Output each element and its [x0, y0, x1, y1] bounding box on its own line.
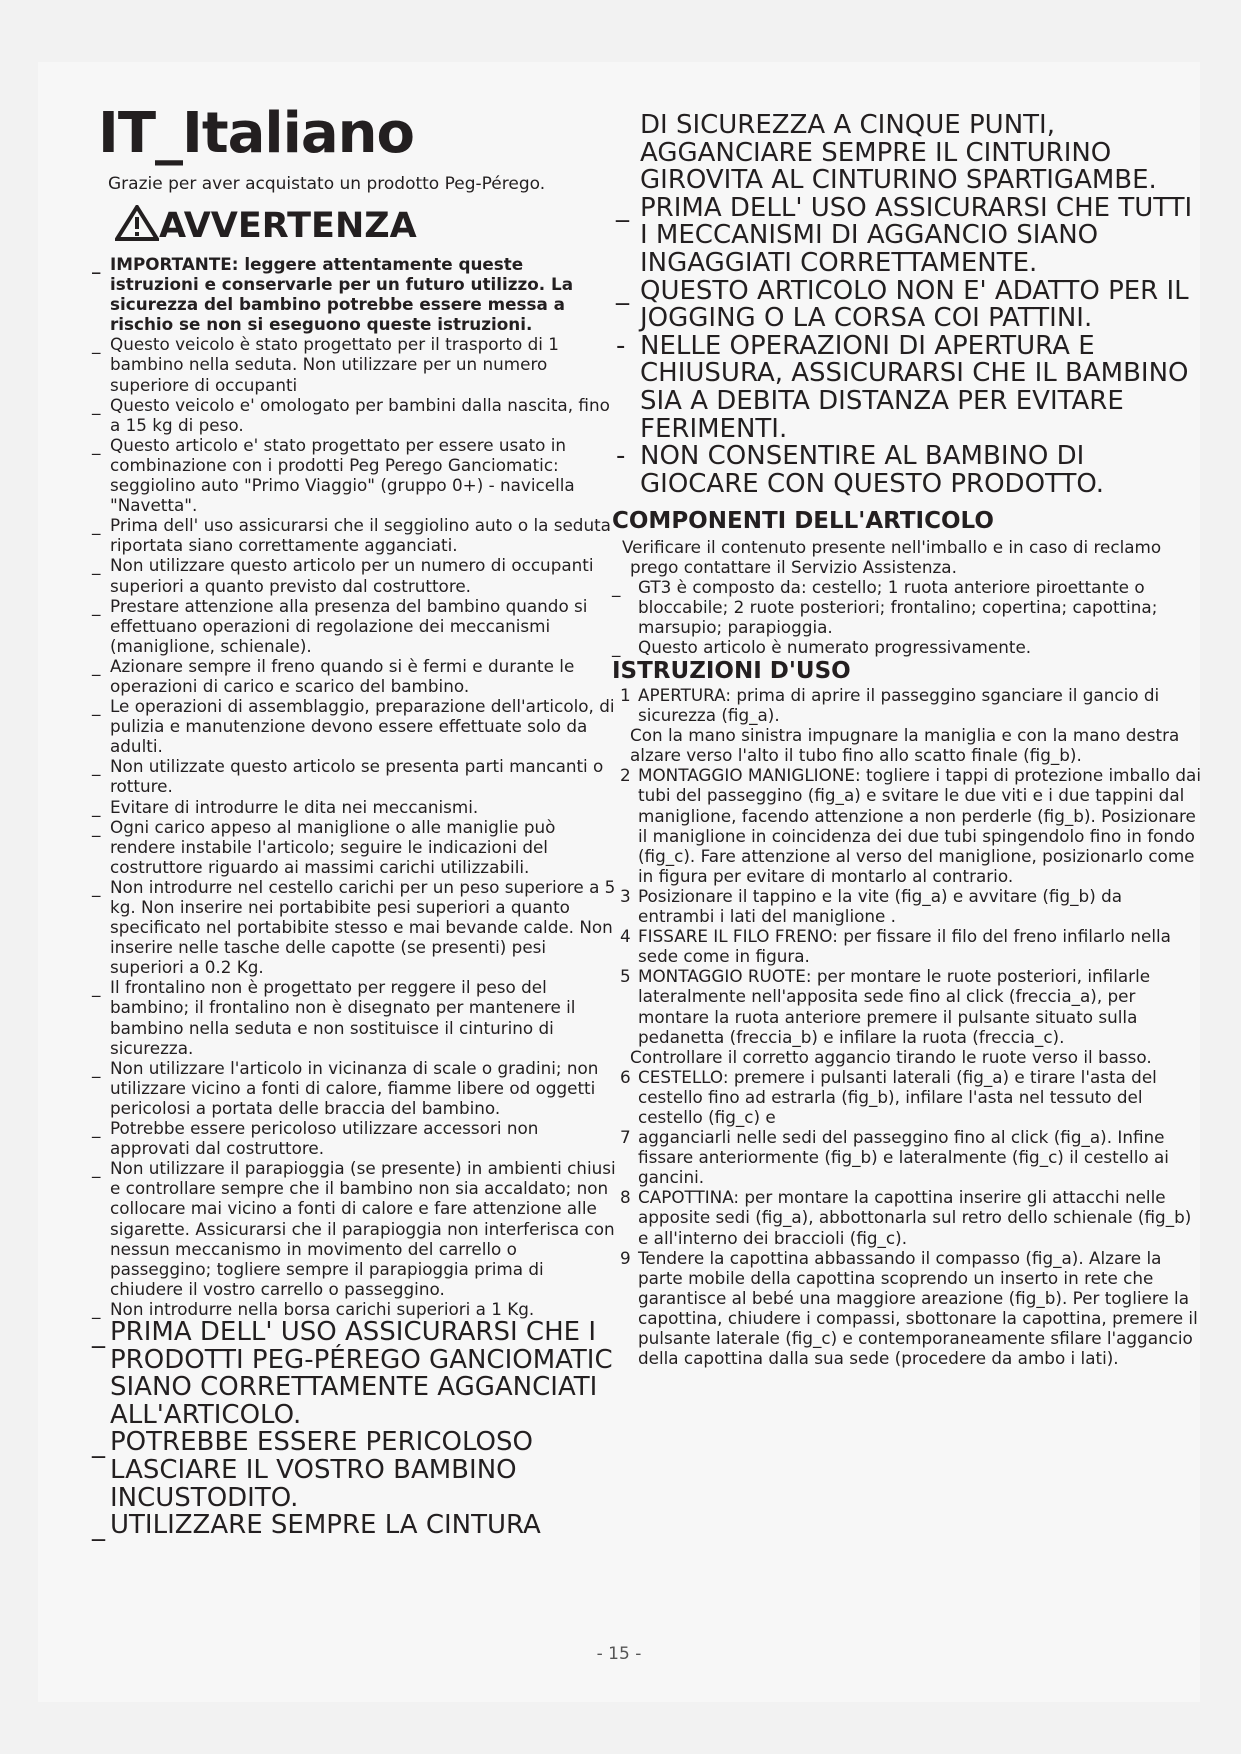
step-number: 1 [620, 685, 631, 705]
warning-item: _ Questo articolo e' stato progettato per essere usato in combinazione con i prodotti Peg Perego Ganciomatic: seggiolino auto "Primo Viaggio" (gruppo 0+) - navicella "Navetta". [92, 435, 617, 515]
step-text: Posizionare il tappino e la vite (fig_a) e avvitare (fig_b) da entrambi i lati del maniglione . [638, 885, 1123, 927]
instruction-step [612, 1047, 1202, 1067]
instructions-section [612, 660, 1202, 1368]
instruction-step [612, 1067, 1202, 1127]
warning-item: _ POTREBBE ESSERE PERICOLOSO LASCIARE IL VOSTRO BAMBINO INCUSTODITO. [92, 1429, 617, 1512]
instruction-step [612, 1187, 1202, 1247]
instruction-step [612, 1248, 1202, 1369]
instruction-step [612, 725, 1202, 765]
components-section [612, 510, 1202, 658]
right-warning-item [598, 443, 1198, 498]
warning-title: AVVERTENZA [159, 206, 417, 246]
instruction-step [612, 1127, 1202, 1187]
step-text: MONTAGGIO MANIGLIONE: togliere i tappi di protezione imballo dai tubi del passeggino (fig_a) e svitare le due viti e i due tappini dal maniglione, facendo attenzione a non perderle (fig_b). Posizionare il maniglione in coincidenza dei due tubi spingendolo fino in fondo (fig_c). Fare attenzione al verso del maniglione, posizionarlo come in figura per evitare di montarlo al contrario. [638, 765, 1201, 886]
warning-item: _ Prestare attenzione alla presenza del bambino quando si effettuano operazioni di regolazione dei meccanismi (maniglione, schienale). [92, 596, 617, 656]
step-number: 4 [620, 926, 631, 947]
instruction-step [612, 926, 1202, 966]
manual-page [38, 62, 1200, 1702]
step-number: 8 [620, 1187, 631, 1208]
right-warning-list [598, 192, 1198, 499]
component-item: _ GT3 è composto da: cestello; 1 ruota anteriore piroettante o bloccabile; 2 ruote posteriori; frontalino; copertina; capottina; marsupio; parapioggia. [612, 577, 1202, 637]
step-number: 6 [620, 1066, 631, 1087]
right-warning-text: QUESTO ARTICOLO NON E' ADATTO PER IL JOGGING O LA CORSA COI PATTINI. [640, 275, 1189, 334]
step-number: 9 [620, 1247, 631, 1268]
step-text: CESTELLO: premere i pulsanti laterali (fig_a) e tirare l'asta del cestello fino ad estrarla (fig_b), infilare l'asta nel tessuto del cestello (fig_c) e [638, 1066, 1157, 1127]
instruction-step [612, 886, 1202, 926]
step-number: 7 [620, 1127, 631, 1148]
warning-heading [115, 205, 417, 244]
components-list [612, 577, 1202, 657]
warning-continuation: DI SICUREZZA A CINQUE PUNTI, AGGANCIARE SEMPRE IL CINTURINO GIROVITA AL CINTURINO SPARTIGAMBE. [640, 110, 1157, 196]
warning-item: _ Prima dell' uso assicurarsi che il seggiolino auto o la seduta riportata siano correttamente agganciati. [92, 515, 617, 555]
warning-item: _ Non utilizzate questo articolo se presenta parti mancanti o rotture. [92, 756, 617, 796]
warning-item: _ Le operazioni di assemblaggio, preparazione dell'articolo, di pulizia e manutenzione devono essere effettuate solo da adulti. [92, 696, 617, 756]
warning-item: _ IMPORTANTE: leggere attentamente queste istruzioni e conservarle per un futuro utilizzo. La sicurezza del bambino potrebbe essere messa a rischio se non si eseguono queste istruzioni. [92, 254, 617, 334]
warning-item: _ Ogni carico appeso al maniglione o alle maniglie può rendere instabile l'articolo; seguire le indicazioni del costruttore riguardo ai massimi carichi utilizzabili. [92, 817, 617, 877]
components-intro: Verificare il contenuto presente nell'imballo e in caso di reclamo prego contattare il Servizio Assistenza. [622, 537, 1162, 578]
instruction-step [612, 966, 1202, 1046]
list-marker: _ [616, 192, 629, 223]
components-heading: COMPONENTI DELL'ARTICOLO [612, 508, 994, 534]
component-item: _ Questo articolo è numerato progressivamente. [612, 637, 1202, 657]
step-text: agganciarli nelle sedi del passeggino fino al click (fig_a). Infine fissare anteriormente (fig_b) e lateralmente (fig_c) il cestello ai gancini. [638, 1127, 1169, 1188]
instructions-list [612, 685, 1202, 1368]
warning-item: _ Il frontalino non è progettato per reggere il peso del bambino; il frontalino non è disegnato per mantenere il bambino nella seduta e non sostituisce il cinturino di sicurezza. [92, 977, 617, 1057]
warning-item: _ Azionare sempre il freno quando si è fermi e durante le operazioni di carico e scarico del bambino. [92, 656, 617, 696]
list-marker: - [616, 441, 626, 472]
step-text: Tendere la capottina abbassando il compasso (fig_a). Alzare la parte mobile della capottina scoprendo un inserto in rete che garantisce al bebé una maggiore areazione (fig_b). Per togliere la capottina, chiudere i compassi, sbottonare la capottina, premere il pulsante laterale (fig_c) e contemporaneamente sfilare l'aggancio della capottina dalla sua sede (procedere da ambo i lati). [638, 1247, 1198, 1369]
warning-item: _ Non utilizzare il parapioggia (se presente) in ambienti chiusi e controllare sempre che il bambino non sia accaldato; non collocare mai vicino a fonti di calore e fare attenzione alle sigarette. Assicurarsi che il parapioggia non interferisca con nessun meccanismo in movimento del carrello o passeggino; togliere sempre il parapioggia prima di chiudere il vostro carrello o passeggino. [92, 1158, 617, 1299]
right-warning-text: NELLE OPERAZIONI DI APERTURA E CHIUSURA, ASSICURARSI CHE IL BAMBINO SIA A DEBITA DISTANZA PER EVITARE FERIMENTI. [640, 330, 1189, 444]
right-warning-text: NON CONSENTIRE AL BAMBINO DI GIOCARE CON QUESTO PRODOTTO. [640, 441, 1105, 499]
step-text: MONTAGGIO RUOTE: per montare le ruote posteriori, infilarle lateralmente nell'apposita sede fino al click (freccia_a), per montare la ruota anteriore premere il pulsante situato sulla pedanetta (freccia_b) e infilare la ruota (freccia_c). [638, 966, 1151, 1047]
warning-item: _ Evitare di introdurre le dita nei meccanismi. [92, 797, 617, 817]
warning-item: _ Questo veicolo è stato progettato per il trasporto di 1 bambino nella seduta. Non utilizzare per un numero superiore di occupanti [92, 334, 617, 394]
right-warning-text: PRIMA DELL' USO ASSICURARSI CHE TUTTI I MECCANISMI DI AGGANCIO SIANO INGAGGIATI CORRETTAMENTE. [640, 192, 1193, 278]
right-warning-item [598, 330, 1198, 444]
step-text: CAPOTTINA: per montare la capottina inserire gli attacchi nelle apposite sedi (fig_a), abbottonarla sul retro dello schienale (fig_b) e all'interno dei braccioli (fig_c). [638, 1187, 1192, 1248]
list-marker: _ [616, 275, 629, 306]
instruction-step [612, 765, 1202, 886]
right-warning-item [598, 192, 1198, 278]
warning-item: _ Non utilizzare questo articolo per un numero di occupanti superiori a quanto previsto dal costruttore. [92, 555, 617, 595]
step-text: Controllare il corretto aggancio tirando le ruote verso il basso. [630, 1046, 1152, 1067]
right-warnings [598, 112, 1198, 498]
page-title: IT_Italiano [98, 101, 414, 166]
warning-item: _ Potrebbe essere pericoloso utilizzare accessori non approvati dal costruttore. [92, 1118, 617, 1158]
step-text: APERTURA: prima di aprire il passeggino sganciare il gancio di sicurezza (fig_a). [638, 685, 1160, 726]
list-marker: - [616, 330, 626, 361]
page-number: - 15 - [596, 1644, 642, 1664]
warning-item: _ Non utilizzare l'articolo in vicinanza di scale o gradini; non utilizzare vicino a fonti di calore, fiamme libere od oggetti pericolosi a portata delle braccia del bambino. [92, 1058, 617, 1118]
warning-item: _ UTILIZZARE SEMPRE LA CINTURA [92, 1512, 617, 1540]
warning-item: _ Non introdurre nella borsa carichi superiori a 1 Kg. [92, 1299, 617, 1319]
step-text: FISSARE IL FILO FRENO: per fissare il filo del freno infilarlo nella sede come in figura. [638, 926, 1171, 967]
step-number: 5 [620, 966, 631, 987]
right-warning-item [598, 275, 1198, 334]
step-number: 3 [620, 885, 631, 906]
thanks-text: Grazie per aver acquistato un prodotto Peg-Pérego. [108, 174, 546, 194]
warning-item: _ Questo veicolo e' omologato per bambini dalla nascita, fino a 15 kg di peso. [92, 395, 617, 435]
warning-triangle-icon [115, 205, 159, 241]
warning-item: _ Non introdurre nel cestello carichi per un peso superiore a 5 kg. Non inserire nei portabibite pesi superiori a quanto specificato nel portabibite stesso e mai bevande calde. Non inserire nelle tasche delle capotte (se presenti) pesi superiori a 0.2 Kg. [92, 877, 617, 977]
instruction-step [612, 685, 1202, 725]
instructions-heading: ISTRUZIONI D'USO [612, 658, 851, 684]
warning-item: _ PRIMA DELL' USO ASSICURARSI CHE I PRODOTTI PEG-PÉREGO GANCIOMATIC SIANO CORRETTAMENTE AGGANCIATI ALL'ARTICOLO. [92, 1319, 617, 1429]
warning-list [92, 254, 617, 1540]
step-text: Con la mano sinistra impugnare la maniglia e con la mano destra alzare verso l'alto il tubo fino allo scatto finale (fig_b). [630, 725, 1180, 766]
step-number: 2 [620, 765, 631, 786]
